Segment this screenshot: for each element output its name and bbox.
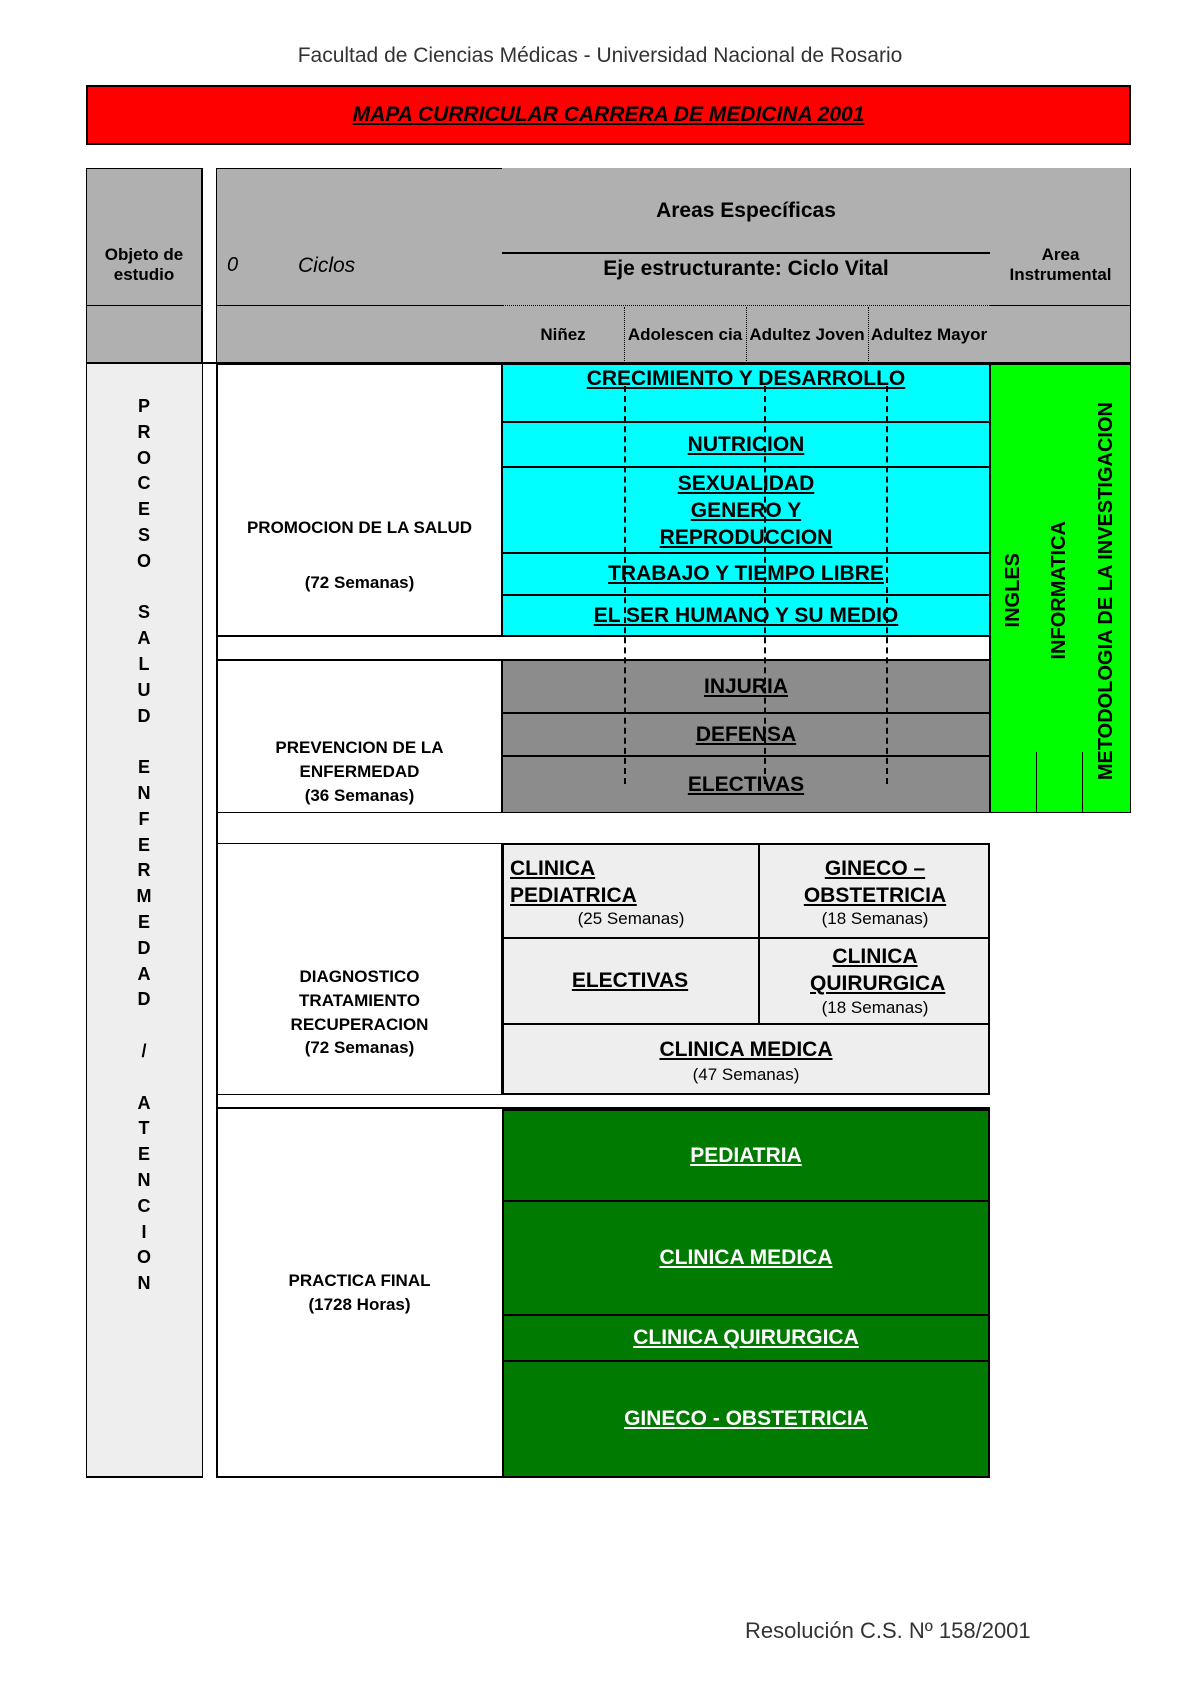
module-electivas-prevencion: ELECTIVAS (502, 756, 990, 813)
module-trabajo: TRABAJO Y TIEMPO LIBRE (502, 553, 990, 595)
gineco-label: GINECO – OBSTETRICIA (803, 857, 947, 907)
gap-row (217, 636, 990, 660)
module-crecimiento-label: CRECIMIENTO Y DESARROLLO (586, 367, 906, 390)
clinica-pediatrica-label: CLINICA PEDIATRICA (510, 857, 637, 907)
cycle-prevencion-name: PREVENCION DE LA ENFERMEDAD (275, 738, 444, 781)
objeto-estudio-label: Objeto de estudio (104, 245, 184, 284)
electivas-diagnostico-label: ELECTIVAS (571, 969, 689, 992)
module-ser-humano: EL SER HUMANO Y SU MEDIO (502, 595, 990, 636)
module-defensa: DEFENSA (502, 713, 990, 756)
informatica-label: INFORMATICA (1047, 520, 1070, 660)
module-clinica-quirurgica-pf: CLINICA QUIRURGICA (502, 1316, 990, 1362)
module-crecimiento (502, 364, 990, 422)
vertical-letter: S (137, 602, 150, 623)
vertical-letter: R (137, 421, 151, 442)
vertical-letter: O (136, 1247, 151, 1268)
divider (217, 305, 502, 306)
vertical-letter: R (137, 860, 151, 881)
vertical-letter: L (138, 653, 150, 674)
stage-adultez-joven: Adultez Joven (749, 325, 865, 344)
divider (1036, 752, 1037, 813)
vertical-letter: D (137, 989, 151, 1010)
electivas-diagnostico-cell (502, 939, 760, 1025)
module-sexualidad: SEXUALIDAD GENERO Y REPRODUCCION (502, 467, 990, 553)
clinica-medica-duration: (47 Semanas) (692, 1065, 800, 1084)
gap-column (202, 168, 217, 1478)
vertical-letter: M (136, 886, 152, 907)
clinica-medica-cell (502, 1025, 990, 1095)
vertical-letter: S (137, 524, 150, 545)
informatica-cell (1042, 505, 1076, 675)
stage-ninez: Niñez (540, 325, 586, 344)
stage-divider (868, 307, 869, 363)
vertical-letter: E (137, 834, 150, 855)
clinica-quirurgica-duration: (18 Semanas) (821, 998, 929, 1017)
ciclos-label: Ciclos (298, 254, 356, 277)
stage-adolescencia: Adolescen cia (627, 325, 743, 344)
vertical-letter: N (137, 1169, 151, 1190)
cycle-promocion-name: PROMOCION DE LA SALUD (246, 518, 473, 537)
divider (990, 305, 1131, 306)
module-injuria: INJURIA (502, 660, 990, 713)
vertical-letter: D (137, 937, 151, 958)
cycle-practica-name: PRACTICA FINAL (288, 1271, 431, 1290)
gineco-duration: (18 Semanas) (821, 909, 929, 928)
divider (1082, 752, 1083, 813)
proceso-salud-enfermedad-atencion (86, 394, 202, 1297)
clinica-quirurgica-cell (760, 939, 990, 1025)
vertical-letter: E (137, 911, 150, 932)
vertical-letter (86, 729, 202, 755)
stage-divider (746, 307, 747, 363)
cycle-prevencion-duration: (36 Semanas) (304, 786, 415, 805)
module-pediatria: PEDIATRIA (502, 1109, 990, 1202)
cycle-promocion-duration: (72 Semanas) (304, 573, 415, 592)
clinica-medica-label: CLINICA MEDICA (659, 1038, 833, 1061)
divider (502, 305, 990, 306)
gap-row (217, 1095, 990, 1109)
stage-line (886, 386, 888, 784)
vertical-letter (86, 1013, 202, 1039)
stage-adultez-mayor: Adultez Mayor (870, 325, 988, 344)
resolution-footer: Resolución C.S. Nº 158/2001 (745, 1618, 1031, 1643)
clinica-pediatrica-cell (502, 843, 760, 939)
vertical-letter: C (137, 1195, 151, 1216)
cycle-diagnostico-duration: (72 Semanas) (304, 1038, 415, 1057)
gap-row (217, 813, 990, 843)
divider (86, 305, 202, 306)
stage-divider (624, 307, 625, 363)
faculty-header: Facultad de Ciencias Médicas - Universidad Nacional de Rosario (297, 44, 903, 67)
vertical-letter: N (137, 782, 151, 803)
vertical-letter: F (138, 808, 150, 829)
ingles-label: INGLES (1001, 552, 1024, 628)
module-gineco-pf: GINECO - OBSTETRICIA (502, 1362, 990, 1478)
cycle-practica-duration: (1728 Horas) (308, 1295, 411, 1314)
vertical-letter: E (137, 1144, 150, 1165)
gineco-cell (760, 843, 990, 939)
vertical-letter: A (137, 628, 151, 649)
area-instrumental-label: Area Instrumental (1009, 245, 1112, 284)
zero-label: 0 (227, 254, 239, 276)
stage-line (764, 386, 766, 784)
vertical-letter: A (137, 963, 151, 984)
clinica-quirurgica-label: CLINICA QUIRURGICA (810, 945, 946, 995)
vertical-letter: E (137, 757, 150, 778)
ciclos-header-cell (217, 168, 502, 363)
vertical-letter: T (138, 1118, 150, 1139)
eje-label: Eje estructurante: Ciclo Vital (603, 257, 889, 280)
vertical-letter: P (137, 396, 150, 416)
stage-line (624, 386, 626, 784)
vertical-letter: U (137, 679, 151, 700)
vertical-letter: A (137, 1092, 151, 1113)
module-clinica-medica-pf: CLINICA MEDICA (502, 1202, 990, 1316)
module-nutricion: NUTRICION (502, 422, 990, 467)
metodologia-cell (1088, 376, 1124, 806)
vertical-letter: / (141, 1040, 147, 1061)
metodologia-label: METODOLOGIA DE LA INVESTIGACION (1094, 401, 1117, 781)
clinica-pediatrica-duration: (25 Semanas) (577, 909, 685, 928)
vertical-letter: I (141, 1221, 147, 1242)
page-title: MAPA CURRICULAR CARRERA DE MEDICINA 2001 (352, 103, 865, 126)
vertical-letter: C (137, 473, 151, 494)
vertical-letter: O (136, 447, 151, 468)
title-bar (86, 85, 1131, 145)
vertical-letter (86, 575, 202, 601)
cycle-diagnostico-name: DIAGNOSTICO TRATAMIENTO RECUPERACION (290, 967, 429, 1034)
vertical-letter: D (137, 705, 151, 726)
vertical-letter (86, 1065, 202, 1091)
areas-especificas-label: Areas Específicas (656, 199, 836, 222)
ingles-cell (996, 540, 1030, 640)
vertical-letter: N (137, 1273, 151, 1294)
vertical-letter: E (137, 499, 150, 520)
vertical-letter: O (136, 550, 151, 571)
